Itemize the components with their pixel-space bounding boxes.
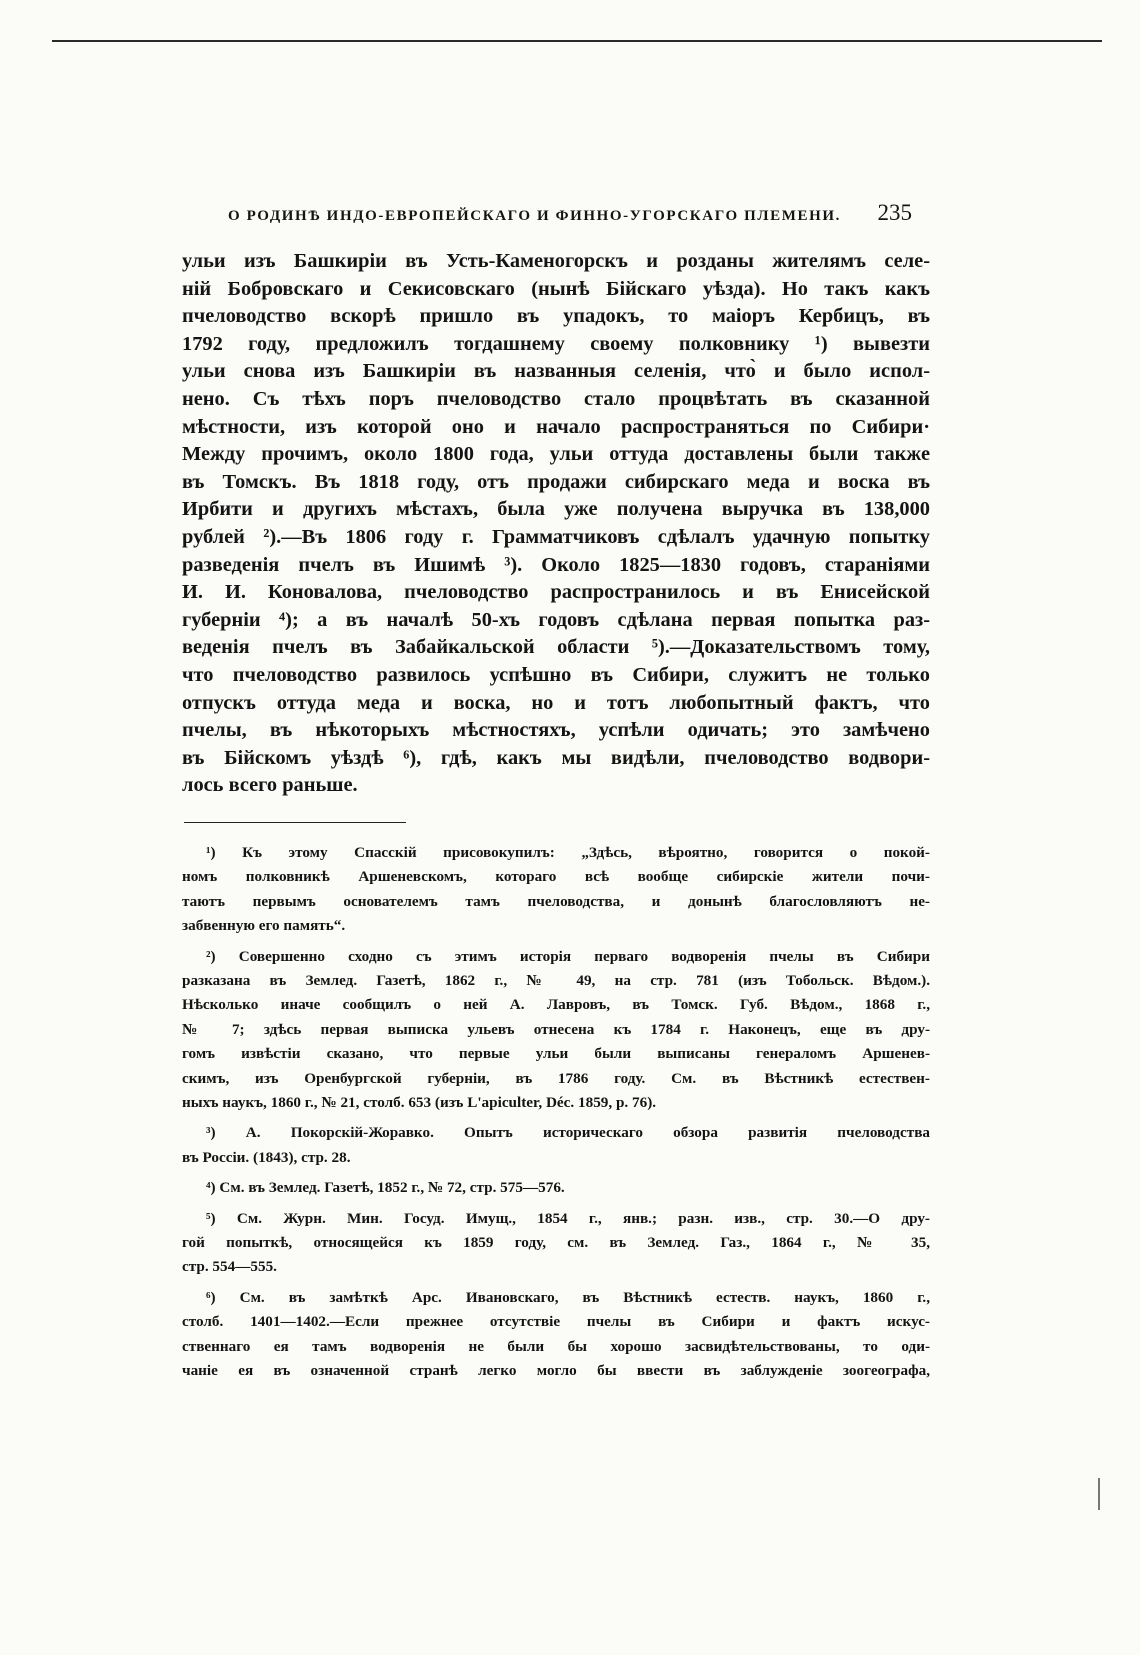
running-title: О РОДИНѢ ИНДО-ЕВРОПЕЙСКАГО И ФИННО-УГОРСКАГО ПЛЕМЕНИ.	[228, 208, 841, 224]
footnote-line: ственнаго ея тамъ водворенія не были бы хорошо засвидѣтельствованы, то оди-	[182, 1337, 930, 1355]
scan-edge-mark	[1098, 1478, 1100, 1510]
footnote-6	[182, 1286, 930, 1384]
footnote-line: чаніе ея въ означенной странѣ легко могло бы ввести въ заблужденіе зоогеографа,	[182, 1362, 930, 1379]
footnote-3	[182, 1121, 930, 1170]
footnote-line: разказана въ Землед. Газетѣ, 1862 г., № 49, на стр. 781 (изъ Тобольск. Вѣдом.).	[182, 971, 930, 989]
footnote-line: ²) Совершенно сходно съ этимъ исторія перваго водворенія пчелы въ Сибири	[206, 947, 930, 965]
body-line: Между прочимъ, около 1800 года, ульи оттуда доставлены были также	[182, 443, 930, 466]
body-line: ній Бобровскаго и Секисовскаго (нынѣ Бійскаго уѣзда). Но такъ какъ	[182, 277, 930, 300]
footnote-line: таютъ первымъ основателемъ тамъ пчеловодства, и донынѣ благословляютъ не-	[182, 892, 930, 910]
body-line: ульи изъ Башкиріи въ Усть-Каменогорскъ и розданы жителямъ селе-	[182, 250, 930, 272]
top-border-rule	[52, 40, 1102, 42]
footnote-line: ныхъ наукъ, 1860 г., № 21, столб. 653 (изъ L'apiculter, Déc. 1859, p. 76).	[182, 1093, 657, 1111]
body-line: 1792 году, предложилъ тогдашнему своему полковнику ¹) вывезти	[182, 332, 930, 355]
body-line: лось всего раньше.	[182, 774, 358, 797]
body-line: разведенія пчелъ въ Ишимѣ ³). Около 1825—1830 годовъ, стараніями	[182, 553, 930, 576]
body-line: рублей ²).—Въ 1806 году г. Грамматчиковъ сдѣлалъ удачную попытку	[182, 525, 930, 548]
footnote-line: въ Россіи. (1843), стр. 28.	[182, 1148, 351, 1166]
body-line: въ Бійскомъ уѣздѣ ⁶), гдѣ, какъ мы видѣли, пчеловодство водвори-	[182, 746, 930, 769]
body-line: въ Томскъ. Въ 1818 году, отъ продажи сибирскаго меда и воска въ	[182, 470, 930, 493]
footnote-line: Нѣсколько иначе сообщилъ о ней А. Лавровъ, въ Томск. Губ. Вѣдом., 1868 г.,	[182, 996, 930, 1014]
footnotes	[182, 841, 930, 1384]
footnote-line: скимъ, изъ Оренбургской губерніи, въ 1786 году. См. въ Вѣстникѣ естествен-	[182, 1069, 930, 1087]
footnote-5	[182, 1207, 930, 1280]
body-text	[182, 248, 930, 800]
body-line: пчеловодство вскорѣ пришло въ упадокъ, то маіоръ Кербицъ, въ	[182, 305, 930, 328]
footnote-line: стр. 554—555.	[182, 1258, 277, 1276]
footnote-2	[182, 945, 930, 1116]
footnote-4	[182, 1176, 930, 1200]
footnote-1	[182, 841, 930, 939]
body-line: пчелы, въ нѣкоторыхъ мѣстностяхъ, успѣли одичать; это замѣчено	[182, 719, 930, 742]
book-page	[182, 200, 930, 1383]
footnote-line: ⁴) См. въ Землед. Газетѣ, 1852 г., № 72, стр. 575—576.	[206, 1179, 565, 1197]
footnote-line: ³) А. Покорскій-Жоравко. Опытъ историческаго обзора развитія пчеловодства	[206, 1124, 930, 1142]
footnote-line: № 7; здѣсь первая выписка ульевъ отнесена къ 1784 г. Наконецъ, еще въ дру-	[182, 1020, 930, 1038]
footnote-line: гомъ извѣстіи сказано, что первые ульи были выписаны генераломъ Аршенев-	[182, 1045, 930, 1063]
footnote-line: ¹) Къ этому Спасскій присовокупилъ: „Здѣсь, вѣроятно, говорится о покой-	[206, 843, 930, 861]
footnote-line: номъ полковникѣ Аршеневскомъ, котораго всѣ вообще сибирскіе жители почи-	[182, 868, 930, 886]
body-line: что пчеловодство развилось успѣшно въ Сибири, служитъ не только	[182, 663, 930, 686]
footnote-line: столб. 1401—1402.—Если прежнее отсутствіе пчелы въ Сибири и фактъ искус-	[182, 1313, 930, 1331]
running-head	[182, 200, 930, 240]
body-line: веденія пчелъ въ Забайкальской области ⁵).—Доказательствомъ тому,	[182, 636, 930, 659]
body-line: мѣстности, изъ которой оно и начало распространяться по Сибири·	[182, 415, 930, 438]
footnote-separator	[184, 822, 406, 823]
footnote-line: забвенную его память“.	[182, 917, 346, 935]
footnote-line: ⁶) См. въ замѣткѣ Арс. Ивановскаго, въ Вѣстникѣ естеств. наукъ, 1860 г.,	[206, 1288, 930, 1306]
body-line: нено. Съ тѣхъ поръ пчеловодство стало процвѣтать въ сказанной	[182, 387, 930, 410]
footnote-line: гой попыткѣ, относящейся къ 1859 году, см. въ Землед. Газ., 1864 г., № 35,	[182, 1233, 930, 1251]
footnote-line: ⁵) См. Журн. Мин. Госуд. Имущ., 1854 г., янв.; разн. изв., стр. 30.—О дру-	[206, 1209, 930, 1227]
body-line: губерніи ⁴); а въ началѣ 50-хъ годовъ сдѣлана первая попытка раз-	[182, 608, 930, 631]
body-line: И. И. Коновалова, пчеловодство распространилось и въ Енисейской	[182, 581, 930, 604]
body-line: отпускъ оттуда меда и воска, но и тотъ любопытный фактъ, что	[182, 691, 930, 714]
body-line: ульи снова изъ Башкиріи въ названныя селенія, что̀ и было испол-	[182, 360, 930, 383]
body-line: Ирбити и другихъ мѣстахъ, была уже получена выручка въ 138,000	[182, 498, 930, 521]
page-number: 235	[877, 200, 912, 225]
